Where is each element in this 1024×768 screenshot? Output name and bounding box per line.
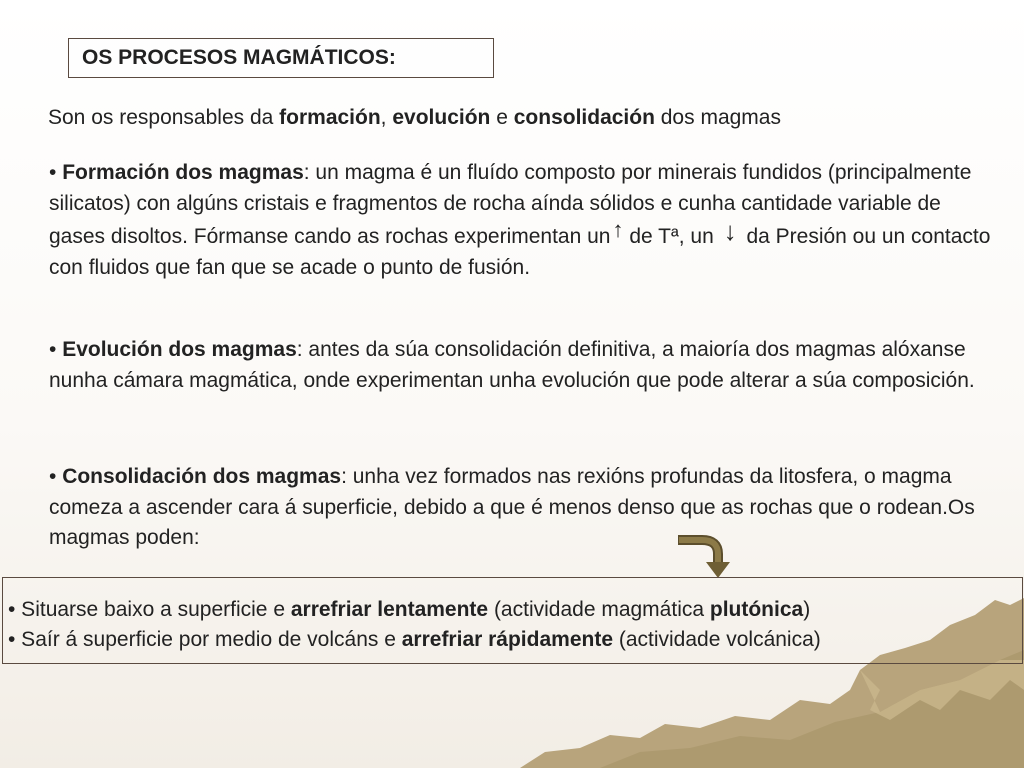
result-text: • Situarse baixo a superficie e <box>8 598 291 621</box>
intro-text: , <box>380 106 393 129</box>
result-text: ) <box>803 598 811 621</box>
result-text: (actividade magmática <box>488 598 710 621</box>
intro-text: dos magmas <box>654 106 781 129</box>
intro-bold-consolidation: consolidación <box>513 106 655 129</box>
result-box <box>2 577 1023 664</box>
formation-heading: Formación dos magmas <box>62 161 304 184</box>
intro-bold-formation: formación <box>279 106 381 129</box>
result-line-plutonic <box>8 595 1022 625</box>
bullet: • <box>49 465 63 488</box>
result-line-volcanic <box>8 625 1022 655</box>
arrow-down-icon: ↓ <box>723 216 737 246</box>
formation-text: da Presión ou un contacto con fluidos que fan que se acade o punto de fusión. <box>49 225 991 279</box>
result-bold: plutónica <box>709 598 804 621</box>
result-text: • Saír á superficie por medio de volcáns e <box>8 628 402 651</box>
intro-text: e <box>490 106 514 129</box>
bullet: • <box>49 338 63 361</box>
result-text: (actividade volcánica) <box>613 628 821 651</box>
result-bold: arrefriar lentamente <box>290 598 489 621</box>
formation-text: de Tª, un <box>623 225 720 248</box>
evolution-heading: Evolución dos magmas <box>62 338 297 361</box>
evolution-text: : antes da súa consolidación definitiva, a maioría dos magmas alóxanse nunha cámara magmática, onde experimentan unha evolución que pode alterar a súa composición. <box>49 338 975 392</box>
arrow-up-icon: ↑ <box>612 217 624 242</box>
consolidation-heading: Consolidación dos magmas <box>62 465 342 488</box>
formation-text: : un magma é un fluído composto por minerais fundidos (principalmente silicatos) con algúns cristais e fragmentos de rocha aínda sólidos e cunha cantidade variable de gases disoltos. Fórmanse cando as rochas experimentan un <box>49 161 972 248</box>
bullet: • <box>49 161 63 184</box>
page-title: OS PROCESOS MAGMÁTICOS: <box>82 46 396 69</box>
consolidation-text: : unha vez formados nas rexións profundas da litosfera, o magma comeza a ascender cara á superficie, debido a que é menos denso que as rochas que o rodean.Os magmas poden: <box>49 465 975 549</box>
result-bold: arrefriar rápidamente <box>401 628 613 651</box>
intro-bold-evolution: evolución <box>392 106 491 129</box>
intro-text: Son os responsables da <box>48 106 280 129</box>
